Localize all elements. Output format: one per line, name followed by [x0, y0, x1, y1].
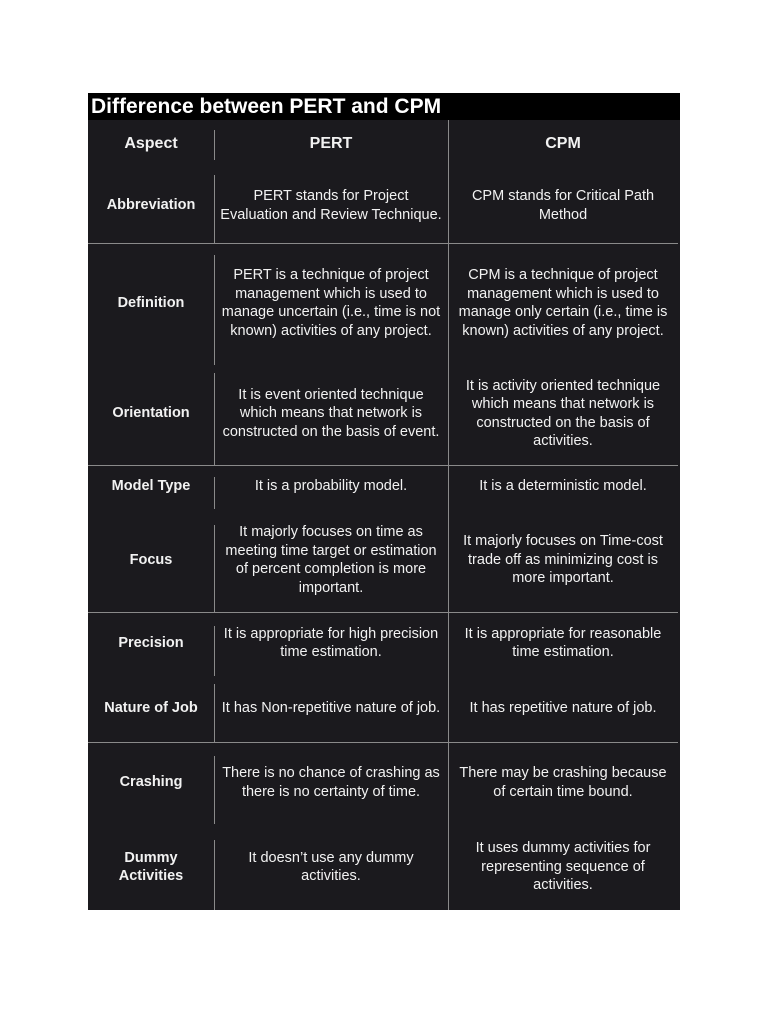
- row-divider: [88, 612, 678, 613]
- row-cpm: CPM stands for Critical Path Method: [471, 188, 655, 223]
- row-aspect: Orientation: [112, 405, 190, 422]
- column-divider: [214, 525, 215, 612]
- table-row: [88, 363, 678, 464]
- table-row: [88, 741, 678, 824]
- column-divider: [214, 684, 215, 742]
- header-pert: PERT: [309, 134, 353, 152]
- table-row: [88, 168, 678, 243]
- row-aspect: Model Type: [111, 478, 191, 495]
- column-divider: [448, 742, 449, 910]
- row-pert: It is a probability model.: [254, 478, 408, 495]
- column-divider: [214, 373, 215, 465]
- column-divider: [448, 465, 449, 612]
- comparison-document: [88, 93, 680, 910]
- column-divider: [214, 626, 215, 676]
- column-divider: [214, 255, 215, 365]
- row-aspect: Definition: [117, 294, 185, 311]
- header-cpm: CPM: [545, 134, 581, 152]
- column-divider: [214, 130, 215, 160]
- row-cpm: It majorly focuses on Time-cost trade off as minimizing cost is more important.: [463, 533, 663, 587]
- row-pert: It has Non-repetitive nature of job.: [221, 699, 441, 716]
- row-aspect: Abbreviation: [106, 197, 196, 214]
- page-title: Difference between PERT and CPM: [88, 93, 680, 120]
- table-row: [88, 243, 678, 363]
- row-pert: It is event oriented technique which means that network is constructed on the basis of event.: [222, 386, 440, 440]
- row-cpm: It is a deterministic model.: [479, 478, 647, 495]
- column-divider: [448, 120, 449, 243]
- row-aspect: Crashing: [119, 774, 183, 791]
- row-divider: [88, 243, 678, 244]
- row-aspect: Focus: [129, 551, 173, 568]
- column-divider: [214, 477, 215, 509]
- row-pert: There is no chance of crashing as there is no certainty of time.: [222, 765, 440, 800]
- column-divider: [214, 840, 215, 910]
- column-divider: [214, 175, 215, 243]
- table-row: [88, 675, 678, 741]
- header-aspect: Aspect: [124, 134, 178, 152]
- column-divider: [214, 756, 215, 824]
- row-cpm: It uses dummy activities for representing sequence of activities.: [475, 840, 651, 894]
- row-pert: PERT stands for Project Evaluation and Review Technique.: [220, 188, 442, 223]
- table-row: [88, 464, 678, 509]
- row-cpm: CPM is a technique of project management which is used to manage only certain (i.e., time is known) activities of any project.: [458, 267, 668, 339]
- row-cpm: It is activity oriented technique which means that network is constructed on the basis of activities.: [465, 377, 661, 449]
- table-row: [88, 824, 678, 910]
- row-aspect: Precision: [118, 634, 184, 651]
- row-divider: [88, 742, 678, 743]
- table-row: [88, 611, 678, 675]
- row-pert: It doesn’t use any dummy activities.: [248, 849, 414, 884]
- row-divider: [88, 465, 678, 466]
- row-pert: PERT is a technique of project management which is used to manage uncertain (i.e., time is not known) activities of any project.: [221, 267, 441, 339]
- row-cpm: It has repetitive nature of job.: [469, 699, 657, 716]
- row-cpm: It is appropriate for reasonable time estimation.: [464, 625, 662, 660]
- row-pert: It majorly focuses on time as meeting time target or estimation of percent completion is more important.: [225, 524, 437, 596]
- row-aspect: Nature of Job: [104, 699, 198, 716]
- row-aspect: Dummy Activities: [118, 849, 184, 884]
- table-header-row: [88, 120, 678, 168]
- row-pert: It is appropriate for high precision time estimation.: [223, 625, 439, 660]
- row-cpm: There may be crashing because of certain time bound.: [459, 765, 667, 800]
- column-divider: [448, 243, 449, 465]
- comparison-table: [88, 120, 678, 910]
- table-row: [88, 509, 678, 611]
- column-divider: [448, 612, 449, 742]
